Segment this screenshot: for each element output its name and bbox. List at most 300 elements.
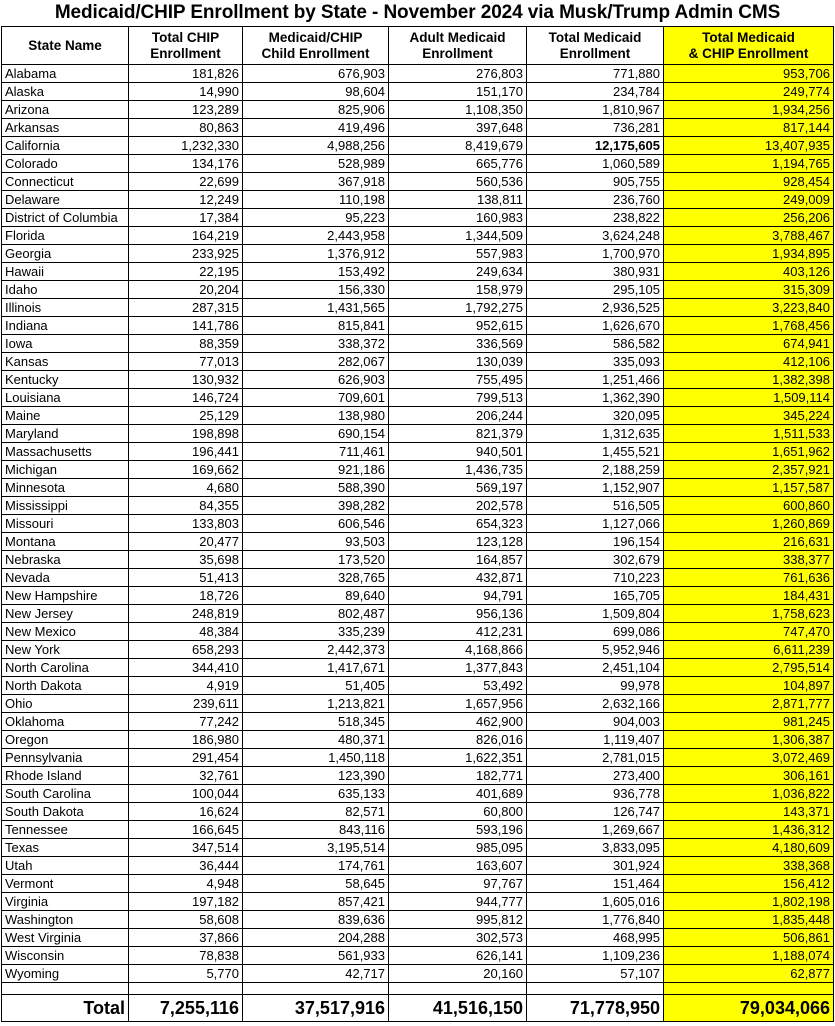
total-medicaid-chip-cell[interactable]: 249,774: [664, 83, 834, 101]
child-cell[interactable]: 398,282: [243, 497, 389, 515]
child-cell[interactable]: 110,198: [243, 191, 389, 209]
total-medicaid-cell[interactable]: 1,700,970: [527, 245, 664, 263]
child-cell[interactable]: 123,390: [243, 767, 389, 785]
child-cell[interactable]: 1,213,821: [243, 695, 389, 713]
state-name-cell[interactable]: New Mexico: [2, 623, 129, 641]
chip-cell[interactable]: 22,195: [129, 263, 243, 281]
spacer-cell[interactable]: [243, 983, 389, 995]
total-medicaid-chip-cell[interactable]: 184,431: [664, 587, 834, 605]
total-medicaid-cell[interactable]: 1,509,804: [527, 605, 664, 623]
adult-cell[interactable]: 138,811: [389, 191, 527, 209]
total-medicaid-cell[interactable]: 3,624,248: [527, 227, 664, 245]
total-medicaid-cell[interactable]: 234,784: [527, 83, 664, 101]
total-medicaid-cell[interactable]: 1,810,967: [527, 101, 664, 119]
total-medicaid-chip-cell[interactable]: 1,934,895: [664, 245, 834, 263]
state-name-cell[interactable]: New York: [2, 641, 129, 659]
adult-cell[interactable]: 130,039: [389, 353, 527, 371]
total-medicaid-chip-cell[interactable]: 747,470: [664, 623, 834, 641]
total-medicaid-cell[interactable]: 1,269,667: [527, 821, 664, 839]
adult-cell[interactable]: 158,979: [389, 281, 527, 299]
chip-cell[interactable]: 51,413: [129, 569, 243, 587]
total-medicaid-chip-cell[interactable]: 1,382,398: [664, 371, 834, 389]
adult-cell[interactable]: 401,689: [389, 785, 527, 803]
state-name-cell[interactable]: Vermont: [2, 875, 129, 893]
total-medicaid-cell[interactable]: 295,105: [527, 281, 664, 299]
total-medicaid-chip-cell[interactable]: 817,144: [664, 119, 834, 137]
child-cell[interactable]: 282,067: [243, 353, 389, 371]
total-medicaid-cell[interactable]: 699,086: [527, 623, 664, 641]
adult-cell[interactable]: 569,197: [389, 479, 527, 497]
header-total-medicaid-chip[interactable]: Total Medicaid & CHIP Enrollment: [664, 27, 834, 65]
chip-cell[interactable]: 130,932: [129, 371, 243, 389]
total-medicaid-cell[interactable]: 1,312,635: [527, 425, 664, 443]
chip-cell[interactable]: 14,990: [129, 83, 243, 101]
total-medicaid-chip-cell[interactable]: 1,802,198: [664, 893, 834, 911]
total-medicaid-chip-cell[interactable]: 412,106: [664, 353, 834, 371]
total-medicaid-cell[interactable]: 3,833,095: [527, 839, 664, 857]
state-name-cell[interactable]: Idaho: [2, 281, 129, 299]
total-medicaid-chip-cell[interactable]: 1,511,533: [664, 425, 834, 443]
state-name-cell[interactable]: Maine: [2, 407, 129, 425]
child-cell[interactable]: 338,372: [243, 335, 389, 353]
chip-cell[interactable]: 169,662: [129, 461, 243, 479]
child-cell[interactable]: 153,492: [243, 263, 389, 281]
adult-cell[interactable]: 163,607: [389, 857, 527, 875]
spacer-cell[interactable]: [664, 983, 834, 995]
state-name-cell[interactable]: Mississippi: [2, 497, 129, 515]
total-medicaid-cell[interactable]: 905,755: [527, 173, 664, 191]
state-name-cell[interactable]: Wisconsin: [2, 947, 129, 965]
chip-cell[interactable]: 344,410: [129, 659, 243, 677]
adult-cell[interactable]: 593,196: [389, 821, 527, 839]
child-cell[interactable]: 1,417,671: [243, 659, 389, 677]
total-medicaid-cell[interactable]: 468,995: [527, 929, 664, 947]
adult-cell[interactable]: 626,141: [389, 947, 527, 965]
chip-cell[interactable]: 16,624: [129, 803, 243, 821]
total-medicaid-cell[interactable]: 904,003: [527, 713, 664, 731]
adult-cell[interactable]: 151,170: [389, 83, 527, 101]
total-medicaid-cell[interactable]: 586,582: [527, 335, 664, 353]
child-cell[interactable]: 676,903: [243, 65, 389, 83]
state-name-cell[interactable]: North Carolina: [2, 659, 129, 677]
child-cell[interactable]: 635,133: [243, 785, 389, 803]
adult-cell[interactable]: 560,536: [389, 173, 527, 191]
state-name-cell[interactable]: Oregon: [2, 731, 129, 749]
child-cell[interactable]: 709,601: [243, 389, 389, 407]
child-cell[interactable]: 839,636: [243, 911, 389, 929]
total-medicaid-cell[interactable]: 1,109,236: [527, 947, 664, 965]
total-medicaid-cell[interactable]: 516,505: [527, 497, 664, 515]
chip-cell[interactable]: 248,819: [129, 605, 243, 623]
total-medicaid-chip-cell[interactable]: 1,036,822: [664, 785, 834, 803]
chip-cell[interactable]: 78,838: [129, 947, 243, 965]
state-name-cell[interactable]: Nevada: [2, 569, 129, 587]
chip-cell[interactable]: 233,925: [129, 245, 243, 263]
child-cell[interactable]: 606,546: [243, 515, 389, 533]
total-medicaid-cell[interactable]: 1,251,466: [527, 371, 664, 389]
child-cell[interactable]: 4,988,256: [243, 137, 389, 155]
total-adult-cell[interactable]: 41,516,150: [389, 995, 527, 1022]
child-cell[interactable]: 480,371: [243, 731, 389, 749]
header-medicaid-chip-child[interactable]: Medicaid/CHIP Child Enrollment: [243, 27, 389, 65]
total-medicaid-chip-cell[interactable]: 1,194,765: [664, 155, 834, 173]
child-cell[interactable]: 1,450,118: [243, 749, 389, 767]
chip-cell[interactable]: 123,289: [129, 101, 243, 119]
chip-cell[interactable]: 134,176: [129, 155, 243, 173]
total-medicaid-chip-cell[interactable]: 403,126: [664, 263, 834, 281]
total-medicaid-chip-cell[interactable]: 3,072,469: [664, 749, 834, 767]
chip-cell[interactable]: 141,786: [129, 317, 243, 335]
total-medicaid-cell[interactable]: 236,760: [527, 191, 664, 209]
adult-cell[interactable]: 206,244: [389, 407, 527, 425]
state-name-cell[interactable]: West Virginia: [2, 929, 129, 947]
chip-cell[interactable]: 239,611: [129, 695, 243, 713]
adult-cell[interactable]: 1,657,956: [389, 695, 527, 713]
state-name-cell[interactable]: Minnesota: [2, 479, 129, 497]
chip-cell[interactable]: 84,355: [129, 497, 243, 515]
total-medicaid-cell[interactable]: 1,362,390: [527, 389, 664, 407]
adult-cell[interactable]: 654,323: [389, 515, 527, 533]
total-medicaid-cell[interactable]: 736,281: [527, 119, 664, 137]
child-cell[interactable]: 825,906: [243, 101, 389, 119]
spacer-cell[interactable]: [2, 983, 129, 995]
total-medicaid-chip-cell[interactable]: 1,509,114: [664, 389, 834, 407]
chip-cell[interactable]: 37,866: [129, 929, 243, 947]
total-medicaid-cell[interactable]: 151,464: [527, 875, 664, 893]
child-cell[interactable]: 138,980: [243, 407, 389, 425]
chip-cell[interactable]: 166,645: [129, 821, 243, 839]
state-name-cell[interactable]: Indiana: [2, 317, 129, 335]
total-medicaid-chip-cell[interactable]: 315,309: [664, 281, 834, 299]
total-medicaid-cell[interactable]: 1,605,016: [527, 893, 664, 911]
chip-cell[interactable]: 1,232,330: [129, 137, 243, 155]
child-cell[interactable]: 156,330: [243, 281, 389, 299]
child-cell[interactable]: 204,288: [243, 929, 389, 947]
total-medicaid-cell[interactable]: 71,778,950: [527, 995, 664, 1022]
state-name-cell[interactable]: Illinois: [2, 299, 129, 317]
state-name-cell[interactable]: Michigan: [2, 461, 129, 479]
child-cell[interactable]: 528,989: [243, 155, 389, 173]
chip-cell[interactable]: 35,698: [129, 551, 243, 569]
child-cell[interactable]: 921,186: [243, 461, 389, 479]
adult-cell[interactable]: 182,771: [389, 767, 527, 785]
total-medicaid-cell[interactable]: 710,223: [527, 569, 664, 587]
state-name-cell[interactable]: South Dakota: [2, 803, 129, 821]
child-cell[interactable]: 51,405: [243, 677, 389, 695]
chip-cell[interactable]: 146,724: [129, 389, 243, 407]
adult-cell[interactable]: 164,857: [389, 551, 527, 569]
adult-cell[interactable]: 940,501: [389, 443, 527, 461]
total-medicaid-chip-cell[interactable]: 1,768,456: [664, 317, 834, 335]
total-medicaid-chip-cell[interactable]: 338,368: [664, 857, 834, 875]
child-cell[interactable]: 2,442,373: [243, 641, 389, 659]
state-name-cell[interactable]: Nebraska: [2, 551, 129, 569]
total-medicaid-cell[interactable]: 2,632,166: [527, 695, 664, 713]
total-child-cell[interactable]: 37,517,916: [243, 995, 389, 1022]
child-cell[interactable]: 367,918: [243, 173, 389, 191]
state-name-cell[interactable]: New Hampshire: [2, 587, 129, 605]
total-medicaid-chip-cell[interactable]: 1,651,962: [664, 443, 834, 461]
state-name-cell[interactable]: Virginia: [2, 893, 129, 911]
adult-cell[interactable]: 60,800: [389, 803, 527, 821]
chip-cell[interactable]: 198,898: [129, 425, 243, 443]
child-cell[interactable]: 419,496: [243, 119, 389, 137]
spacer-cell[interactable]: [527, 983, 664, 995]
total-medicaid-cell[interactable]: 2,936,525: [527, 299, 664, 317]
state-name-cell[interactable]: California: [2, 137, 129, 155]
total-medicaid-cell[interactable]: 1,127,066: [527, 515, 664, 533]
child-cell[interactable]: 173,520: [243, 551, 389, 569]
state-name-cell[interactable]: District of Columbia: [2, 209, 129, 227]
adult-cell[interactable]: 123,128: [389, 533, 527, 551]
state-name-cell[interactable]: Iowa: [2, 335, 129, 353]
header-total-medicaid[interactable]: Total Medicaid Enrollment: [527, 27, 664, 65]
chip-cell[interactable]: 196,441: [129, 443, 243, 461]
adult-cell[interactable]: 1,792,275: [389, 299, 527, 317]
child-cell[interactable]: 82,571: [243, 803, 389, 821]
state-name-cell[interactable]: Delaware: [2, 191, 129, 209]
chip-cell[interactable]: 18,726: [129, 587, 243, 605]
chip-cell[interactable]: 77,242: [129, 713, 243, 731]
adult-cell[interactable]: 952,615: [389, 317, 527, 335]
child-cell[interactable]: 98,604: [243, 83, 389, 101]
total-medicaid-chip-cell[interactable]: 216,631: [664, 533, 834, 551]
total-medicaid-chip-cell[interactable]: 2,795,514: [664, 659, 834, 677]
header-state-name[interactable]: State Name: [2, 27, 129, 65]
adult-cell[interactable]: 799,513: [389, 389, 527, 407]
adult-cell[interactable]: 1,622,351: [389, 749, 527, 767]
state-name-cell[interactable]: Maryland: [2, 425, 129, 443]
total-label[interactable]: Total: [2, 995, 129, 1022]
total-medicaid-chip-cell[interactable]: 1,835,448: [664, 911, 834, 929]
chip-cell[interactable]: 77,013: [129, 353, 243, 371]
child-cell[interactable]: 3,195,514: [243, 839, 389, 857]
header-total-chip[interactable]: Total CHIP Enrollment: [129, 27, 243, 65]
adult-cell[interactable]: 755,495: [389, 371, 527, 389]
total-medicaid-chip-cell[interactable]: 1,306,387: [664, 731, 834, 749]
adult-cell[interactable]: 1,436,735: [389, 461, 527, 479]
child-cell[interactable]: 690,154: [243, 425, 389, 443]
child-cell[interactable]: 588,390: [243, 479, 389, 497]
total-medicaid-chip-cell[interactable]: 1,436,312: [664, 821, 834, 839]
total-medicaid-cell[interactable]: 196,154: [527, 533, 664, 551]
child-cell[interactable]: 711,461: [243, 443, 389, 461]
total-medicaid-chip-cell[interactable]: 6,611,239: [664, 641, 834, 659]
state-name-cell[interactable]: Washington: [2, 911, 129, 929]
chip-cell[interactable]: 20,204: [129, 281, 243, 299]
total-medicaid-cell[interactable]: 12,175,605: [527, 137, 664, 155]
state-name-cell[interactable]: Oklahoma: [2, 713, 129, 731]
adult-cell[interactable]: 1,344,509: [389, 227, 527, 245]
state-name-cell[interactable]: Colorado: [2, 155, 129, 173]
child-cell[interactable]: 58,645: [243, 875, 389, 893]
chip-cell[interactable]: 4,948: [129, 875, 243, 893]
adult-cell[interactable]: 94,791: [389, 587, 527, 605]
child-cell[interactable]: 42,717: [243, 965, 389, 983]
state-name-cell[interactable]: Arizona: [2, 101, 129, 119]
adult-cell[interactable]: 985,095: [389, 839, 527, 857]
total-medicaid-cell[interactable]: 936,778: [527, 785, 664, 803]
total-medicaid-chip-cell[interactable]: 1,758,623: [664, 605, 834, 623]
total-medicaid-chip-cell[interactable]: 674,941: [664, 335, 834, 353]
state-name-cell[interactable]: Texas: [2, 839, 129, 857]
adult-cell[interactable]: 202,578: [389, 497, 527, 515]
total-medicaid-chip-cell[interactable]: 928,454: [664, 173, 834, 191]
chip-cell[interactable]: 164,219: [129, 227, 243, 245]
total-medicaid-chip-cell[interactable]: 981,245: [664, 713, 834, 731]
total-medicaid-chip-cell[interactable]: 3,223,840: [664, 299, 834, 317]
child-cell[interactable]: 95,223: [243, 209, 389, 227]
state-name-cell[interactable]: Alaska: [2, 83, 129, 101]
adult-cell[interactable]: 397,648: [389, 119, 527, 137]
adult-cell[interactable]: 249,634: [389, 263, 527, 281]
state-name-cell[interactable]: Tennessee: [2, 821, 129, 839]
chip-cell[interactable]: 347,514: [129, 839, 243, 857]
total-medicaid-chip-cell[interactable]: 2,871,777: [664, 695, 834, 713]
state-name-cell[interactable]: Alabama: [2, 65, 129, 83]
total-medicaid-chip-cell[interactable]: 256,206: [664, 209, 834, 227]
child-cell[interactable]: 843,116: [243, 821, 389, 839]
state-name-cell[interactable]: Pennsylvania: [2, 749, 129, 767]
total-medicaid-cell[interactable]: 126,747: [527, 803, 664, 821]
state-name-cell[interactable]: North Dakota: [2, 677, 129, 695]
adult-cell[interactable]: 8,419,679: [389, 137, 527, 155]
adult-cell[interactable]: 276,803: [389, 65, 527, 83]
child-cell[interactable]: 518,345: [243, 713, 389, 731]
chip-cell[interactable]: 100,044: [129, 785, 243, 803]
total-medicaid-chip-cell[interactable]: 1,260,869: [664, 515, 834, 533]
chip-cell[interactable]: 22,699: [129, 173, 243, 191]
total-chip-cell[interactable]: 7,255,116: [129, 995, 243, 1022]
total-medicaid-chip-cell[interactable]: 338,377: [664, 551, 834, 569]
adult-cell[interactable]: 336,569: [389, 335, 527, 353]
chip-cell[interactable]: 181,826: [129, 65, 243, 83]
chip-cell[interactable]: 58,608: [129, 911, 243, 929]
chip-cell[interactable]: 133,803: [129, 515, 243, 533]
chip-cell[interactable]: 4,680: [129, 479, 243, 497]
chip-cell[interactable]: 48,384: [129, 623, 243, 641]
state-name-cell[interactable]: New Jersey: [2, 605, 129, 623]
total-medicaid-cell[interactable]: 2,451,104: [527, 659, 664, 677]
child-cell[interactable]: 174,761: [243, 857, 389, 875]
total-medicaid-chip-cell[interactable]: 306,161: [664, 767, 834, 785]
total-medicaid-chip-cell[interactable]: 345,224: [664, 407, 834, 425]
state-name-cell[interactable]: Utah: [2, 857, 129, 875]
adult-cell[interactable]: 432,871: [389, 569, 527, 587]
state-name-cell[interactable]: Wyoming: [2, 965, 129, 983]
total-medicaid-chip-cell[interactable]: 62,877: [664, 965, 834, 983]
total-medicaid-chip-cell[interactable]: 600,860: [664, 497, 834, 515]
total-medicaid-cell[interactable]: 1,626,670: [527, 317, 664, 335]
adult-cell[interactable]: 97,767: [389, 875, 527, 893]
state-name-cell[interactable]: Louisiana: [2, 389, 129, 407]
state-name-cell[interactable]: Florida: [2, 227, 129, 245]
child-cell[interactable]: 561,933: [243, 947, 389, 965]
total-medicaid-cell[interactable]: 771,880: [527, 65, 664, 83]
chip-cell[interactable]: 25,129: [129, 407, 243, 425]
adult-cell[interactable]: 944,777: [389, 893, 527, 911]
total-medicaid-chip-cell[interactable]: 1,188,074: [664, 947, 834, 965]
chip-cell[interactable]: 197,182: [129, 893, 243, 911]
chip-cell[interactable]: 4,919: [129, 677, 243, 695]
chip-cell[interactable]: 32,761: [129, 767, 243, 785]
child-cell[interactable]: 2,443,958: [243, 227, 389, 245]
child-cell[interactable]: 815,841: [243, 317, 389, 335]
child-cell[interactable]: 802,487: [243, 605, 389, 623]
state-name-cell[interactable]: Connecticut: [2, 173, 129, 191]
total-medicaid-chip-cell[interactable]: 104,897: [664, 677, 834, 695]
total-medicaid-cell[interactable]: 335,093: [527, 353, 664, 371]
child-cell[interactable]: 626,903: [243, 371, 389, 389]
child-cell[interactable]: 1,431,565: [243, 299, 389, 317]
total-medicaid-chip-cell[interactable]: 13,407,935: [664, 137, 834, 155]
state-name-cell[interactable]: Kentucky: [2, 371, 129, 389]
total-medicaid-cell[interactable]: 1,060,589: [527, 155, 664, 173]
total-medicaid-chip-cell[interactable]: 2,357,921: [664, 461, 834, 479]
child-cell[interactable]: 857,421: [243, 893, 389, 911]
state-name-cell[interactable]: Arkansas: [2, 119, 129, 137]
chip-cell[interactable]: 287,315: [129, 299, 243, 317]
total-medicaid-cell[interactable]: 57,107: [527, 965, 664, 983]
total-medicaid-cell[interactable]: 1,455,521: [527, 443, 664, 461]
state-name-cell[interactable]: South Carolina: [2, 785, 129, 803]
adult-cell[interactable]: 302,573: [389, 929, 527, 947]
spacer-cell[interactable]: [389, 983, 527, 995]
total-medicaid-cell[interactable]: 1,152,907: [527, 479, 664, 497]
total-medicaid-chip-cell[interactable]: 3,788,467: [664, 227, 834, 245]
total-medicaid-cell[interactable]: 2,781,015: [527, 749, 664, 767]
adult-cell[interactable]: 53,492: [389, 677, 527, 695]
adult-cell[interactable]: 412,231: [389, 623, 527, 641]
chip-cell[interactable]: 20,477: [129, 533, 243, 551]
adult-cell[interactable]: 956,136: [389, 605, 527, 623]
state-name-cell[interactable]: Georgia: [2, 245, 129, 263]
adult-cell[interactable]: 462,900: [389, 713, 527, 731]
state-name-cell[interactable]: Rhode Island: [2, 767, 129, 785]
chip-cell[interactable]: 17,384: [129, 209, 243, 227]
total-medicaid-cell[interactable]: 238,822: [527, 209, 664, 227]
child-cell[interactable]: 89,640: [243, 587, 389, 605]
total-medicaid-cell[interactable]: 1,776,840: [527, 911, 664, 929]
total-medicaid-chip-cell[interactable]: 761,636: [664, 569, 834, 587]
total-medicaid-cell[interactable]: 99,978: [527, 677, 664, 695]
child-cell[interactable]: 335,239: [243, 623, 389, 641]
total-medicaid-chip-cell[interactable]: 1,157,587: [664, 479, 834, 497]
adult-cell[interactable]: 821,379: [389, 425, 527, 443]
child-cell[interactable]: 328,765: [243, 569, 389, 587]
total-medicaid-chip-cell[interactable]: 4,180,609: [664, 839, 834, 857]
total-medicaid-chip-cell[interactable]: 953,706: [664, 65, 834, 83]
spacer-cell[interactable]: [129, 983, 243, 995]
adult-cell[interactable]: 995,812: [389, 911, 527, 929]
state-name-cell[interactable]: Ohio: [2, 695, 129, 713]
state-name-cell[interactable]: Missouri: [2, 515, 129, 533]
total-medicaid-cell[interactable]: 5,952,946: [527, 641, 664, 659]
total-medicaid-cell[interactable]: 273,400: [527, 767, 664, 785]
adult-cell[interactable]: 665,776: [389, 155, 527, 173]
child-cell[interactable]: 1,376,912: [243, 245, 389, 263]
chip-cell[interactable]: 12,249: [129, 191, 243, 209]
state-name-cell[interactable]: Massachusetts: [2, 443, 129, 461]
adult-cell[interactable]: 4,168,866: [389, 641, 527, 659]
adult-cell[interactable]: 557,983: [389, 245, 527, 263]
state-name-cell[interactable]: Hawaii: [2, 263, 129, 281]
adult-cell[interactable]: 1,377,843: [389, 659, 527, 677]
total-medicaid-cell[interactable]: 301,924: [527, 857, 664, 875]
total-medicaid-cell[interactable]: 1,119,407: [527, 731, 664, 749]
state-name-cell[interactable]: Montana: [2, 533, 129, 551]
total-medicaid-cell[interactable]: 302,679: [527, 551, 664, 569]
